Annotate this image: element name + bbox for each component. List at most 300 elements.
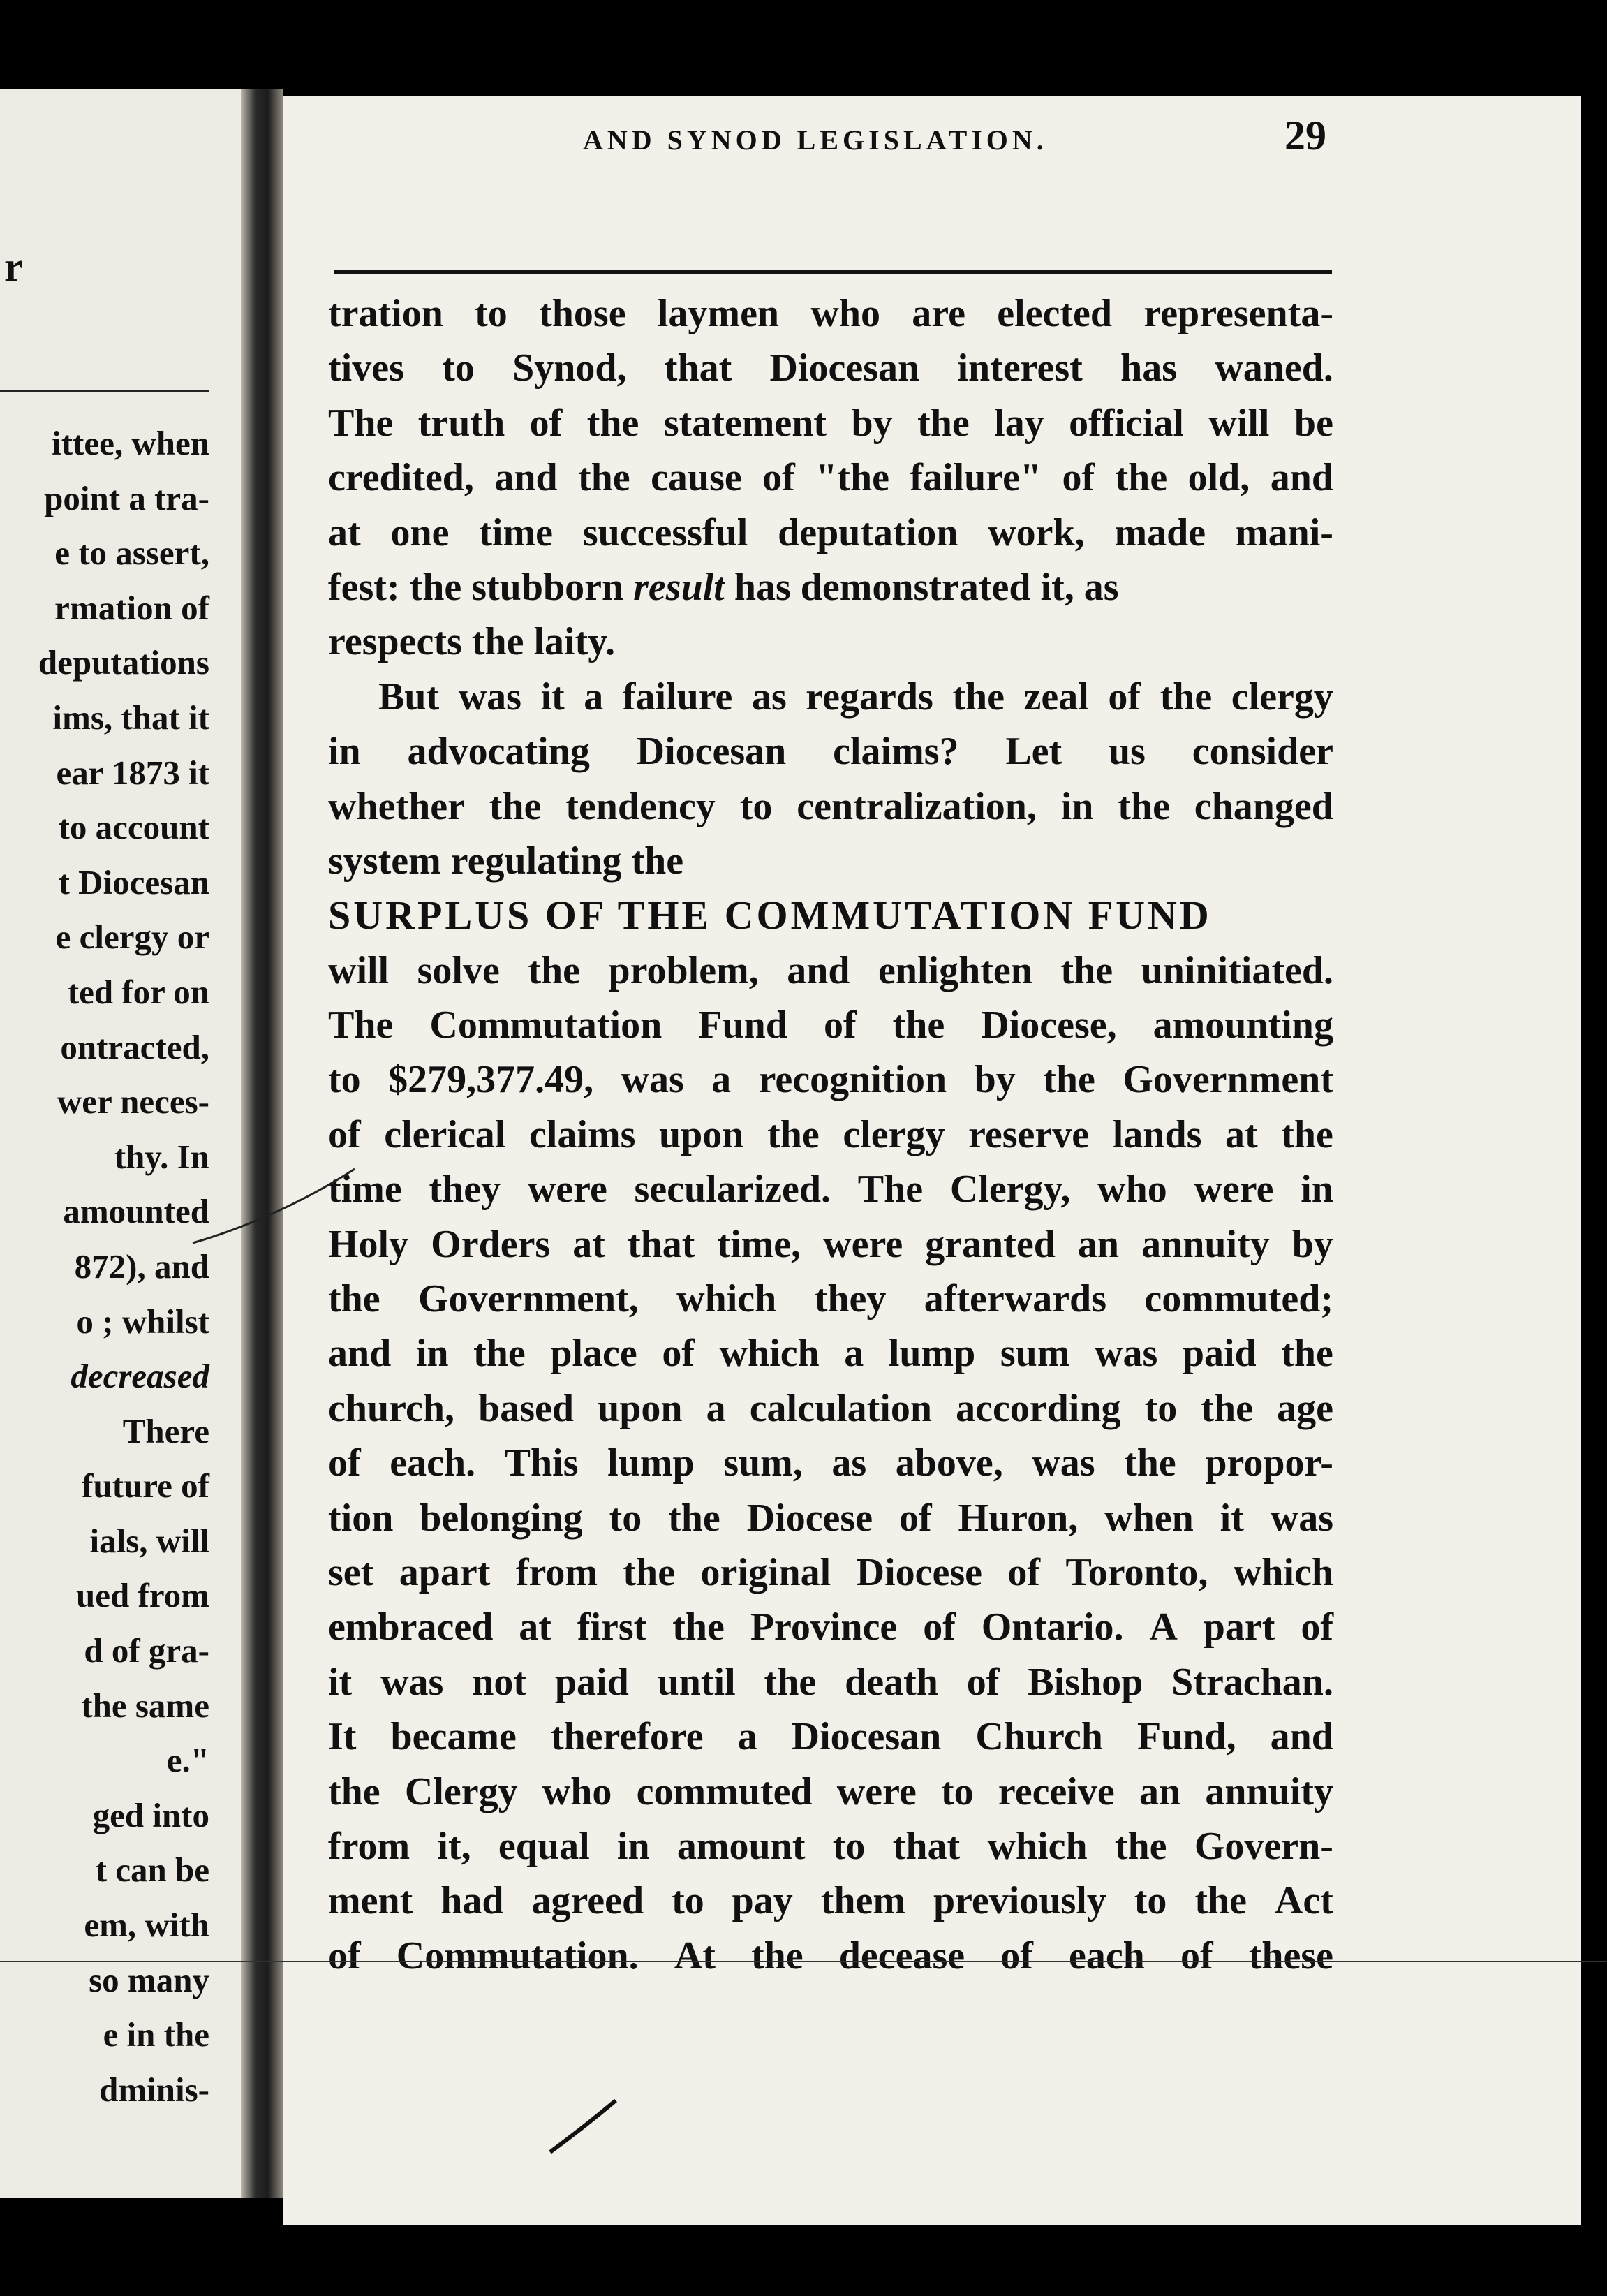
facing-line: amounted	[63, 1192, 209, 1231]
word: from	[328, 1824, 410, 1868]
word: Toronto,	[1065, 1550, 1208, 1594]
word: Fund,	[1136, 1715, 1236, 1759]
word: them	[820, 1879, 906, 1923]
word: the	[672, 1605, 725, 1649]
pencil-stroke-mark	[190, 1165, 357, 1249]
text-line	[328, 779, 1333, 834]
word: uninitiated.	[1141, 948, 1333, 992]
word: the	[473, 1332, 526, 1376]
word: were	[527, 1168, 607, 1212]
word: of	[328, 1934, 361, 1978]
word: paid	[554, 1660, 629, 1704]
word: was	[1095, 1332, 1158, 1376]
facing-line: point a tra-	[44, 478, 209, 517]
word: claims	[528, 1112, 636, 1156]
text-line	[328, 1326, 1333, 1381]
word: based	[478, 1386, 575, 1430]
text-line	[328, 341, 1333, 395]
word: ment	[328, 1879, 413, 1923]
word: Huron,	[958, 1496, 1079, 1540]
word: who	[1097, 1168, 1167, 1212]
text-line	[328, 998, 1333, 1052]
word: agreed	[531, 1879, 644, 1923]
word: will	[328, 948, 390, 992]
text-line	[328, 1819, 1333, 1874]
word: Govern-	[1194, 1824, 1333, 1868]
word: of	[1000, 1934, 1033, 1978]
word: to	[609, 1496, 642, 1540]
word: us	[1108, 730, 1146, 774]
word: at	[328, 510, 361, 554]
word: clergy	[1231, 675, 1333, 719]
italic-word: result	[633, 565, 725, 609]
word: by	[974, 1058, 1016, 1102]
word: claims?	[833, 730, 959, 774]
word: the	[668, 1496, 720, 1540]
facing-line: o ; whilst	[76, 1302, 209, 1341]
word: it,	[437, 1824, 471, 1868]
word: of	[1180, 1934, 1213, 1978]
page-body-text	[328, 286, 1333, 1983]
word: those	[539, 292, 626, 335]
word: clerical	[384, 1112, 506, 1156]
word: which	[676, 1277, 777, 1321]
facing-line: thy. In	[114, 1137, 209, 1176]
word: afterwards	[924, 1277, 1106, 1321]
word: tives	[328, 346, 404, 390]
word: was	[621, 1058, 684, 1102]
facing-page-text	[0, 416, 209, 2117]
word: according	[956, 1386, 1121, 1430]
word: these	[1248, 1934, 1333, 1978]
ink-stroke-mark	[545, 2095, 621, 2158]
word: was	[458, 675, 521, 719]
word: amounting	[1153, 1003, 1333, 1047]
text-line	[328, 1162, 1333, 1216]
word: whether	[328, 784, 465, 828]
word: at	[519, 1605, 551, 1649]
word: to	[941, 1769, 974, 1813]
word: church,	[328, 1386, 454, 1430]
word: were	[1194, 1168, 1274, 1212]
word: in	[415, 1332, 449, 1376]
word: successful	[582, 510, 748, 554]
text-line	[328, 834, 1333, 888]
facing-line: wer neces-	[57, 1082, 209, 1121]
word: first	[577, 1605, 647, 1649]
facing-line: e to assert,	[54, 533, 209, 573]
word: to	[475, 292, 508, 335]
word: Ontario.	[981, 1605, 1124, 1649]
facing-line: 872), and	[74, 1246, 209, 1286]
word: At	[674, 1934, 716, 1978]
word: propor-	[1205, 1441, 1333, 1485]
word: official	[1069, 401, 1184, 445]
word: the	[750, 1934, 804, 1978]
word: the	[1060, 948, 1113, 992]
word: the	[1281, 1112, 1333, 1156]
word: each.	[390, 1441, 476, 1485]
word: each	[1068, 1934, 1145, 1978]
word: A	[1149, 1605, 1178, 1649]
facing-line: the same	[81, 1686, 209, 1725]
word: elected	[997, 292, 1113, 335]
word: apart	[399, 1550, 491, 1594]
scan-artifact-line	[0, 1961, 1607, 1962]
word: of	[762, 456, 795, 500]
facing-line: d of gra-	[84, 1631, 209, 1670]
word: a	[737, 1715, 757, 1759]
word: the	[1118, 784, 1170, 828]
word: until	[657, 1660, 736, 1704]
word: changed	[1194, 784, 1333, 828]
word: of	[328, 1112, 361, 1156]
word: representa-	[1143, 292, 1333, 335]
text-line	[328, 560, 1333, 615]
line-text: system regulating the	[328, 839, 684, 883]
word: the	[764, 1660, 817, 1704]
word: mani-	[1235, 510, 1333, 554]
word: Synod,	[512, 346, 627, 390]
facing-line: e."	[166, 1741, 209, 1780]
word: was	[1032, 1441, 1095, 1485]
word: interest	[957, 346, 1083, 390]
word: laymen	[657, 292, 780, 335]
word: were	[823, 1222, 903, 1266]
word: regards	[806, 675, 933, 719]
word: commuted	[636, 1769, 813, 1813]
word: that	[892, 1824, 961, 1868]
word: to	[328, 1058, 361, 1102]
word: Diocese	[856, 1550, 982, 1594]
word: Government,	[418, 1277, 639, 1321]
word: the	[1114, 1824, 1167, 1868]
facing-line: ials, will	[89, 1521, 209, 1560]
word: the	[328, 1277, 380, 1321]
word: the	[623, 1550, 676, 1594]
word: pay	[732, 1879, 793, 1923]
facing-line: decreased	[71, 1357, 209, 1396]
word: a	[584, 675, 604, 719]
word: consider	[1192, 730, 1333, 774]
word: Diocese,	[981, 1003, 1117, 1047]
word: lump	[888, 1332, 976, 1376]
line-text: respects the laity.	[328, 620, 616, 664]
word: tion	[328, 1496, 394, 1540]
word: sum	[1000, 1332, 1070, 1376]
word: by	[851, 401, 893, 445]
word: of	[662, 1332, 695, 1376]
line-text: fest: the stubborn result has demonstrated it, as	[328, 565, 1119, 609]
word: commuted;	[1144, 1277, 1333, 1321]
facing-line: ittee, when	[52, 424, 209, 462]
word: enlighten	[878, 948, 1032, 992]
word: recognition	[758, 1058, 947, 1102]
word: at	[1224, 1112, 1258, 1156]
head-rule	[334, 270, 1332, 274]
word: part	[1203, 1605, 1275, 1649]
word: and	[787, 948, 850, 992]
word: the	[1124, 1441, 1176, 1485]
word: it	[1220, 1496, 1244, 1540]
word: Diocesan	[791, 1715, 942, 1759]
word: upon	[659, 1112, 744, 1156]
word: Orders	[431, 1222, 551, 1266]
word: will	[1208, 401, 1270, 445]
word: that	[627, 1222, 695, 1266]
facing-line: t Diocesan	[58, 862, 209, 902]
word: of	[529, 401, 563, 445]
text-line	[328, 450, 1333, 505]
text-line	[328, 286, 1333, 341]
word: It	[328, 1715, 357, 1759]
word: Diocese	[746, 1496, 873, 1540]
facing-line: deputations	[38, 643, 209, 682]
word: an	[1077, 1222, 1120, 1266]
word: place	[550, 1332, 637, 1376]
word: deputation	[778, 510, 958, 554]
word: the	[1194, 1879, 1247, 1923]
text-line	[328, 1874, 1333, 1928]
section-heading-text: SURPLUS OF THE COMMUTATION FUND	[328, 892, 1212, 939]
word: $279,377.49,	[388, 1058, 594, 1102]
word: failure	[622, 675, 733, 719]
word: secularized.	[634, 1168, 831, 1212]
word: in	[1301, 1168, 1333, 1212]
word: cause	[651, 456, 742, 500]
text-line	[328, 1600, 1333, 1654]
word: Commutation	[429, 1003, 662, 1047]
facing-line: ontracted,	[60, 1027, 209, 1066]
word: the	[1281, 1332, 1333, 1376]
word: which	[987, 1824, 1088, 1868]
word: advocating	[407, 730, 590, 774]
word: Diocesan	[636, 730, 787, 774]
word: above,	[895, 1441, 1003, 1485]
word: calculation	[749, 1386, 933, 1430]
word: time,	[717, 1222, 801, 1266]
text-line	[328, 396, 1333, 450]
word: they	[814, 1277, 887, 1321]
word: Clergy,	[949, 1168, 1071, 1212]
word: death	[845, 1660, 938, 1704]
text-line	[328, 1491, 1333, 1545]
word: was	[1270, 1496, 1333, 1540]
facing-line: e clergy or	[55, 918, 209, 957]
word: belonging	[420, 1496, 583, 1540]
word: failure"	[910, 456, 1042, 500]
text-line	[328, 943, 1333, 998]
word: when	[1104, 1496, 1194, 1540]
text-line	[328, 724, 1333, 779]
word: paid	[1182, 1332, 1257, 1376]
word: The	[328, 401, 394, 445]
word: This	[504, 1441, 579, 1485]
word: embraced	[328, 1605, 494, 1649]
facing-line: ued from	[76, 1576, 209, 1615]
word: it	[540, 675, 565, 719]
word: was	[380, 1660, 444, 1704]
word: of	[328, 1441, 361, 1485]
word: Clergy	[404, 1769, 518, 1813]
facing-line: ims, that it	[52, 698, 209, 737]
text-line	[328, 1272, 1333, 1326]
word: truth	[417, 401, 505, 445]
word: But	[378, 675, 440, 719]
word: zeal	[1023, 675, 1089, 719]
word: waned.	[1215, 346, 1333, 390]
word: Province	[750, 1605, 898, 1649]
word: receive	[998, 1769, 1115, 1813]
word: lay	[994, 401, 1044, 445]
word: The	[328, 1003, 394, 1047]
word: became	[390, 1715, 517, 1759]
word: to	[1144, 1386, 1178, 1430]
word: the	[917, 401, 970, 445]
word: which	[719, 1332, 820, 1376]
text-line	[328, 1436, 1333, 1490]
facing-line: future of	[82, 1466, 209, 1506]
text-line	[328, 1929, 1333, 1983]
text-line	[328, 1381, 1333, 1436]
word: the	[952, 675, 1005, 719]
word: to	[672, 1879, 704, 1923]
word: lands	[1112, 1112, 1202, 1156]
page-number: 29	[1284, 112, 1326, 159]
facing-page-fragment	[0, 89, 241, 2198]
word: and	[328, 1332, 392, 1376]
word: of	[898, 1496, 932, 1540]
word: sum,	[723, 1441, 803, 1485]
word: to	[739, 784, 773, 828]
word: tration	[328, 292, 443, 335]
word: which	[1233, 1550, 1333, 1594]
word: to	[1134, 1879, 1167, 1923]
word: the	[767, 1112, 820, 1156]
section-heading	[328, 888, 1333, 943]
word: the	[892, 1003, 945, 1047]
word: solve	[417, 948, 500, 992]
word: a	[711, 1058, 732, 1102]
word: they	[429, 1168, 501, 1212]
word: and	[1270, 456, 1333, 500]
word: Fund	[698, 1003, 787, 1047]
word: in	[616, 1824, 650, 1868]
facing-line: to account	[58, 808, 209, 847]
word: credited,	[328, 456, 474, 500]
word: from	[515, 1550, 598, 1594]
word: by	[1291, 1222, 1333, 1266]
word: in	[1060, 784, 1094, 828]
text-line	[328, 1107, 1333, 1162]
word: annuity	[1141, 1222, 1270, 1266]
word: of	[923, 1605, 956, 1649]
word: Bishop	[1028, 1660, 1143, 1704]
word: tendency	[565, 784, 716, 828]
facing-line: so many	[89, 1960, 209, 1999]
facing-line: ged into	[92, 1795, 209, 1834]
text-line	[328, 1655, 1333, 1709]
running-head	[300, 112, 1326, 160]
word: granted	[925, 1222, 1056, 1266]
word: of	[966, 1660, 1000, 1704]
word: time	[479, 510, 553, 554]
text-line	[328, 615, 1333, 669]
word: the	[1115, 456, 1168, 500]
word: at	[572, 1222, 605, 1266]
word: of	[1007, 1550, 1041, 1594]
facing-line: t can be	[95, 1850, 209, 1890]
word: Holy	[328, 1222, 409, 1266]
facing-line: dminis-	[99, 2070, 209, 2109]
facing-line: em, with	[84, 1906, 209, 1945]
word: who	[810, 292, 880, 335]
word: made	[1114, 510, 1206, 554]
facing-line: rmation of	[54, 588, 209, 627]
word: the	[586, 401, 639, 445]
facing-line: e in the	[103, 2015, 209, 2054]
paragraph-start-line	[328, 670, 1333, 724]
facing-line: ted for on	[67, 972, 209, 1011]
word: therefore	[550, 1715, 704, 1759]
facing-line: There	[122, 1411, 209, 1450]
word: Church	[975, 1715, 1103, 1759]
word: work,	[988, 510, 1085, 554]
word: Act	[1274, 1879, 1333, 1923]
word: an	[1139, 1769, 1181, 1813]
word: old,	[1187, 456, 1250, 500]
word: the	[1043, 1058, 1095, 1102]
facing-page-head-rule	[0, 390, 209, 392]
text-line	[328, 1765, 1333, 1819]
word: decease	[838, 1934, 965, 1978]
word: Diocesan	[769, 346, 920, 390]
word: a	[844, 1332, 864, 1376]
word: clergy	[843, 1112, 945, 1156]
word: and	[1270, 1715, 1333, 1759]
word: as	[831, 1441, 867, 1485]
word: of	[1062, 456, 1095, 500]
word: age	[1277, 1386, 1333, 1430]
word: that	[664, 346, 732, 390]
word: upon	[598, 1386, 683, 1430]
word: one	[390, 510, 450, 554]
word: The	[857, 1168, 924, 1212]
word: set	[328, 1550, 374, 1594]
word: not	[472, 1660, 526, 1704]
word: centralization,	[797, 784, 1037, 828]
word: equal	[498, 1824, 590, 1868]
word: problem,	[608, 948, 759, 992]
facing-page-corner-mark: r	[4, 244, 23, 290]
word: amount	[676, 1824, 806, 1868]
word: reserve	[968, 1112, 1090, 1156]
word: Let	[1005, 730, 1062, 774]
word: of	[1108, 675, 1141, 719]
word: previously	[933, 1879, 1106, 1923]
word: lump	[607, 1441, 695, 1485]
word: in	[328, 730, 361, 774]
word: the	[578, 456, 630, 500]
word: a	[706, 1386, 726, 1430]
text-line	[328, 1217, 1333, 1272]
word: of	[1301, 1605, 1333, 1649]
word: the	[328, 1769, 380, 1813]
book-gutter	[241, 89, 283, 2198]
word: the	[528, 948, 580, 992]
word: be	[1294, 401, 1333, 445]
word: to	[442, 346, 475, 390]
